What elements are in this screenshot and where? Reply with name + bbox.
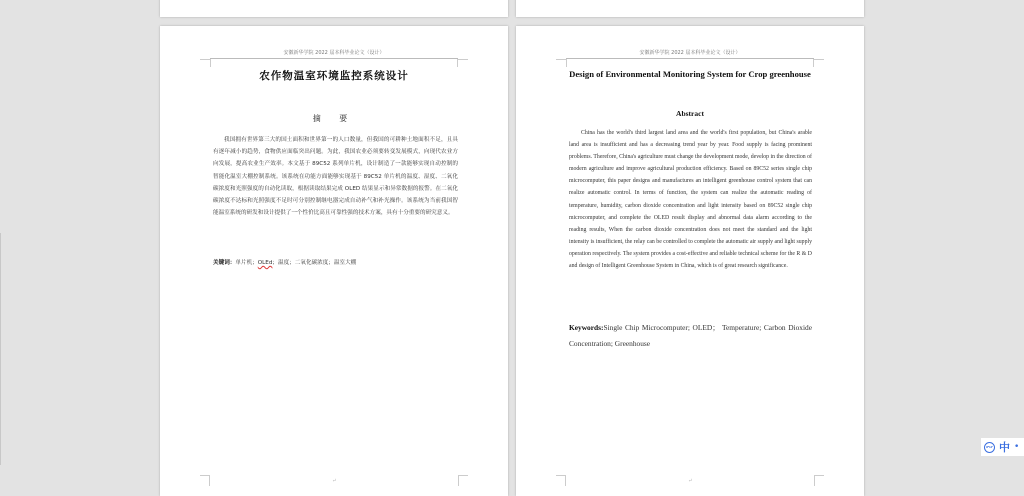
english-keywords-label: Keywords:	[569, 323, 604, 332]
paragraph-mark: ↵	[688, 479, 693, 484]
header-rule	[566, 58, 814, 59]
chinese-title: 农作物温室环境监控系统设计	[259, 70, 409, 82]
ime-language-toggle[interactable]: 中	[999, 441, 1010, 454]
english-abstract-body[interactable]: China has the world's third largest land area and the world's first population, but China's arable land area is insufficient and has a decreasing trend year by year. Food supply is facing prominent problems. Therefore, China's agriculture must change the development mode, develop in the direction of modern agriculture and improve agricultural production efficiency. Based on 89C52 series single chip microcomputer, this paper designs and manufactures an intelligent greenhouse control system that can realize automatic control. In terms of function, the system can realize the automatic reading of temperature, humidity, carbon dioxide concentration and light intensity based on 89C52 single chip microcomputer, and complete the OLED result display and abnormal data alarm according to the reading results, When the carbon dioxide concentration does not meet the standard and the light intensity is insufficient, the relay can be controlled to complete the automatic air supply and light supply operation respectively. The system provides a cost-effective and reliable technical scheme for the R & D and design of Intelligent Greenhouse System in China, which is of great research significance.	[569, 130, 812, 270]
previous-page-left	[160, 0, 508, 17]
chinese-abstract-body[interactable]: 我国拥有世界第三大的国土面积和世界第一的人口数量，但我国的可耕种土地面积不足，且具有逐年减小的趋势，食物供应面临突出问题。为此，我国农业必须要转变发展模式，向现代农业方向发展，提高农业生产效率。本文基于 89C52 系列单片机，设计制造了一款能够实现自动控制的智能化温室大棚控制系统。该系统在功能方面能够实现基于 89C52 单片机的温度、湿度、二氧化碳浓度和光照强度的自动化读取，根据读取结果完成 OLED 结果显示和异常数据的报警。在二氧化碳浓度不达标和光照强度不足时可分别控制继电器完成自动补气和补光操作。该系统为当前我国智能温室系统的研发和设计提供了一个性价比高且可靠性强的技术方案，具有十分重要的研究意义。	[213, 137, 458, 217]
crop-mark-bottom-right	[814, 475, 824, 486]
english-keywords[interactable]	[569, 320, 812, 351]
chinese-keywords-label: 关键词：	[213, 260, 236, 266]
crop-mark-top-right-vertical	[457, 59, 458, 67]
chinese-keywords[interactable]	[213, 257, 458, 269]
keyword-oled-misspelled[interactable]: OLEd	[257, 260, 273, 266]
page-chinese-abstract[interactable]	[160, 26, 508, 496]
crop-mark-bottom-left	[200, 475, 210, 486]
page-english-abstract[interactable]	[516, 26, 864, 496]
crop-mark-top-left-vertical	[210, 59, 211, 67]
paragraph-mark: ↵	[332, 479, 337, 484]
english-abstract-heading: Abstract	[676, 109, 704, 118]
running-header: 安徽新华学院 2022 届本科毕业论文（设计）	[283, 50, 385, 56]
running-header: 安徽新华学院 2022 届本科毕业论文（设计）	[639, 50, 741, 56]
english-keywords-list: Single Chip Microcomputer; OLED； Temperature; Carbon Dioxide Concentration; Greenhouse	[569, 323, 812, 348]
chinese-abstract-heading: 摘 要	[312, 114, 356, 123]
left-edge-rule	[0, 233, 1, 465]
crop-mark-bottom-right	[458, 475, 468, 486]
ime-punctuation-icon[interactable]: •	[1014, 442, 1020, 452]
english-title: Design of Environmental Monitoring System for Crop greenhouse	[569, 69, 811, 79]
keyword-rest: ；温度；二氧化碳浓度；温室大棚	[272, 260, 357, 266]
header-rule	[210, 58, 458, 59]
crop-mark-bottom-left	[556, 475, 566, 486]
previous-page-right	[516, 0, 864, 17]
ifly-logo-icon[interactable]: iFLY	[984, 442, 995, 453]
keyword-1: 单片机；	[235, 260, 258, 266]
ime-toolbar[interactable]	[981, 438, 1024, 456]
